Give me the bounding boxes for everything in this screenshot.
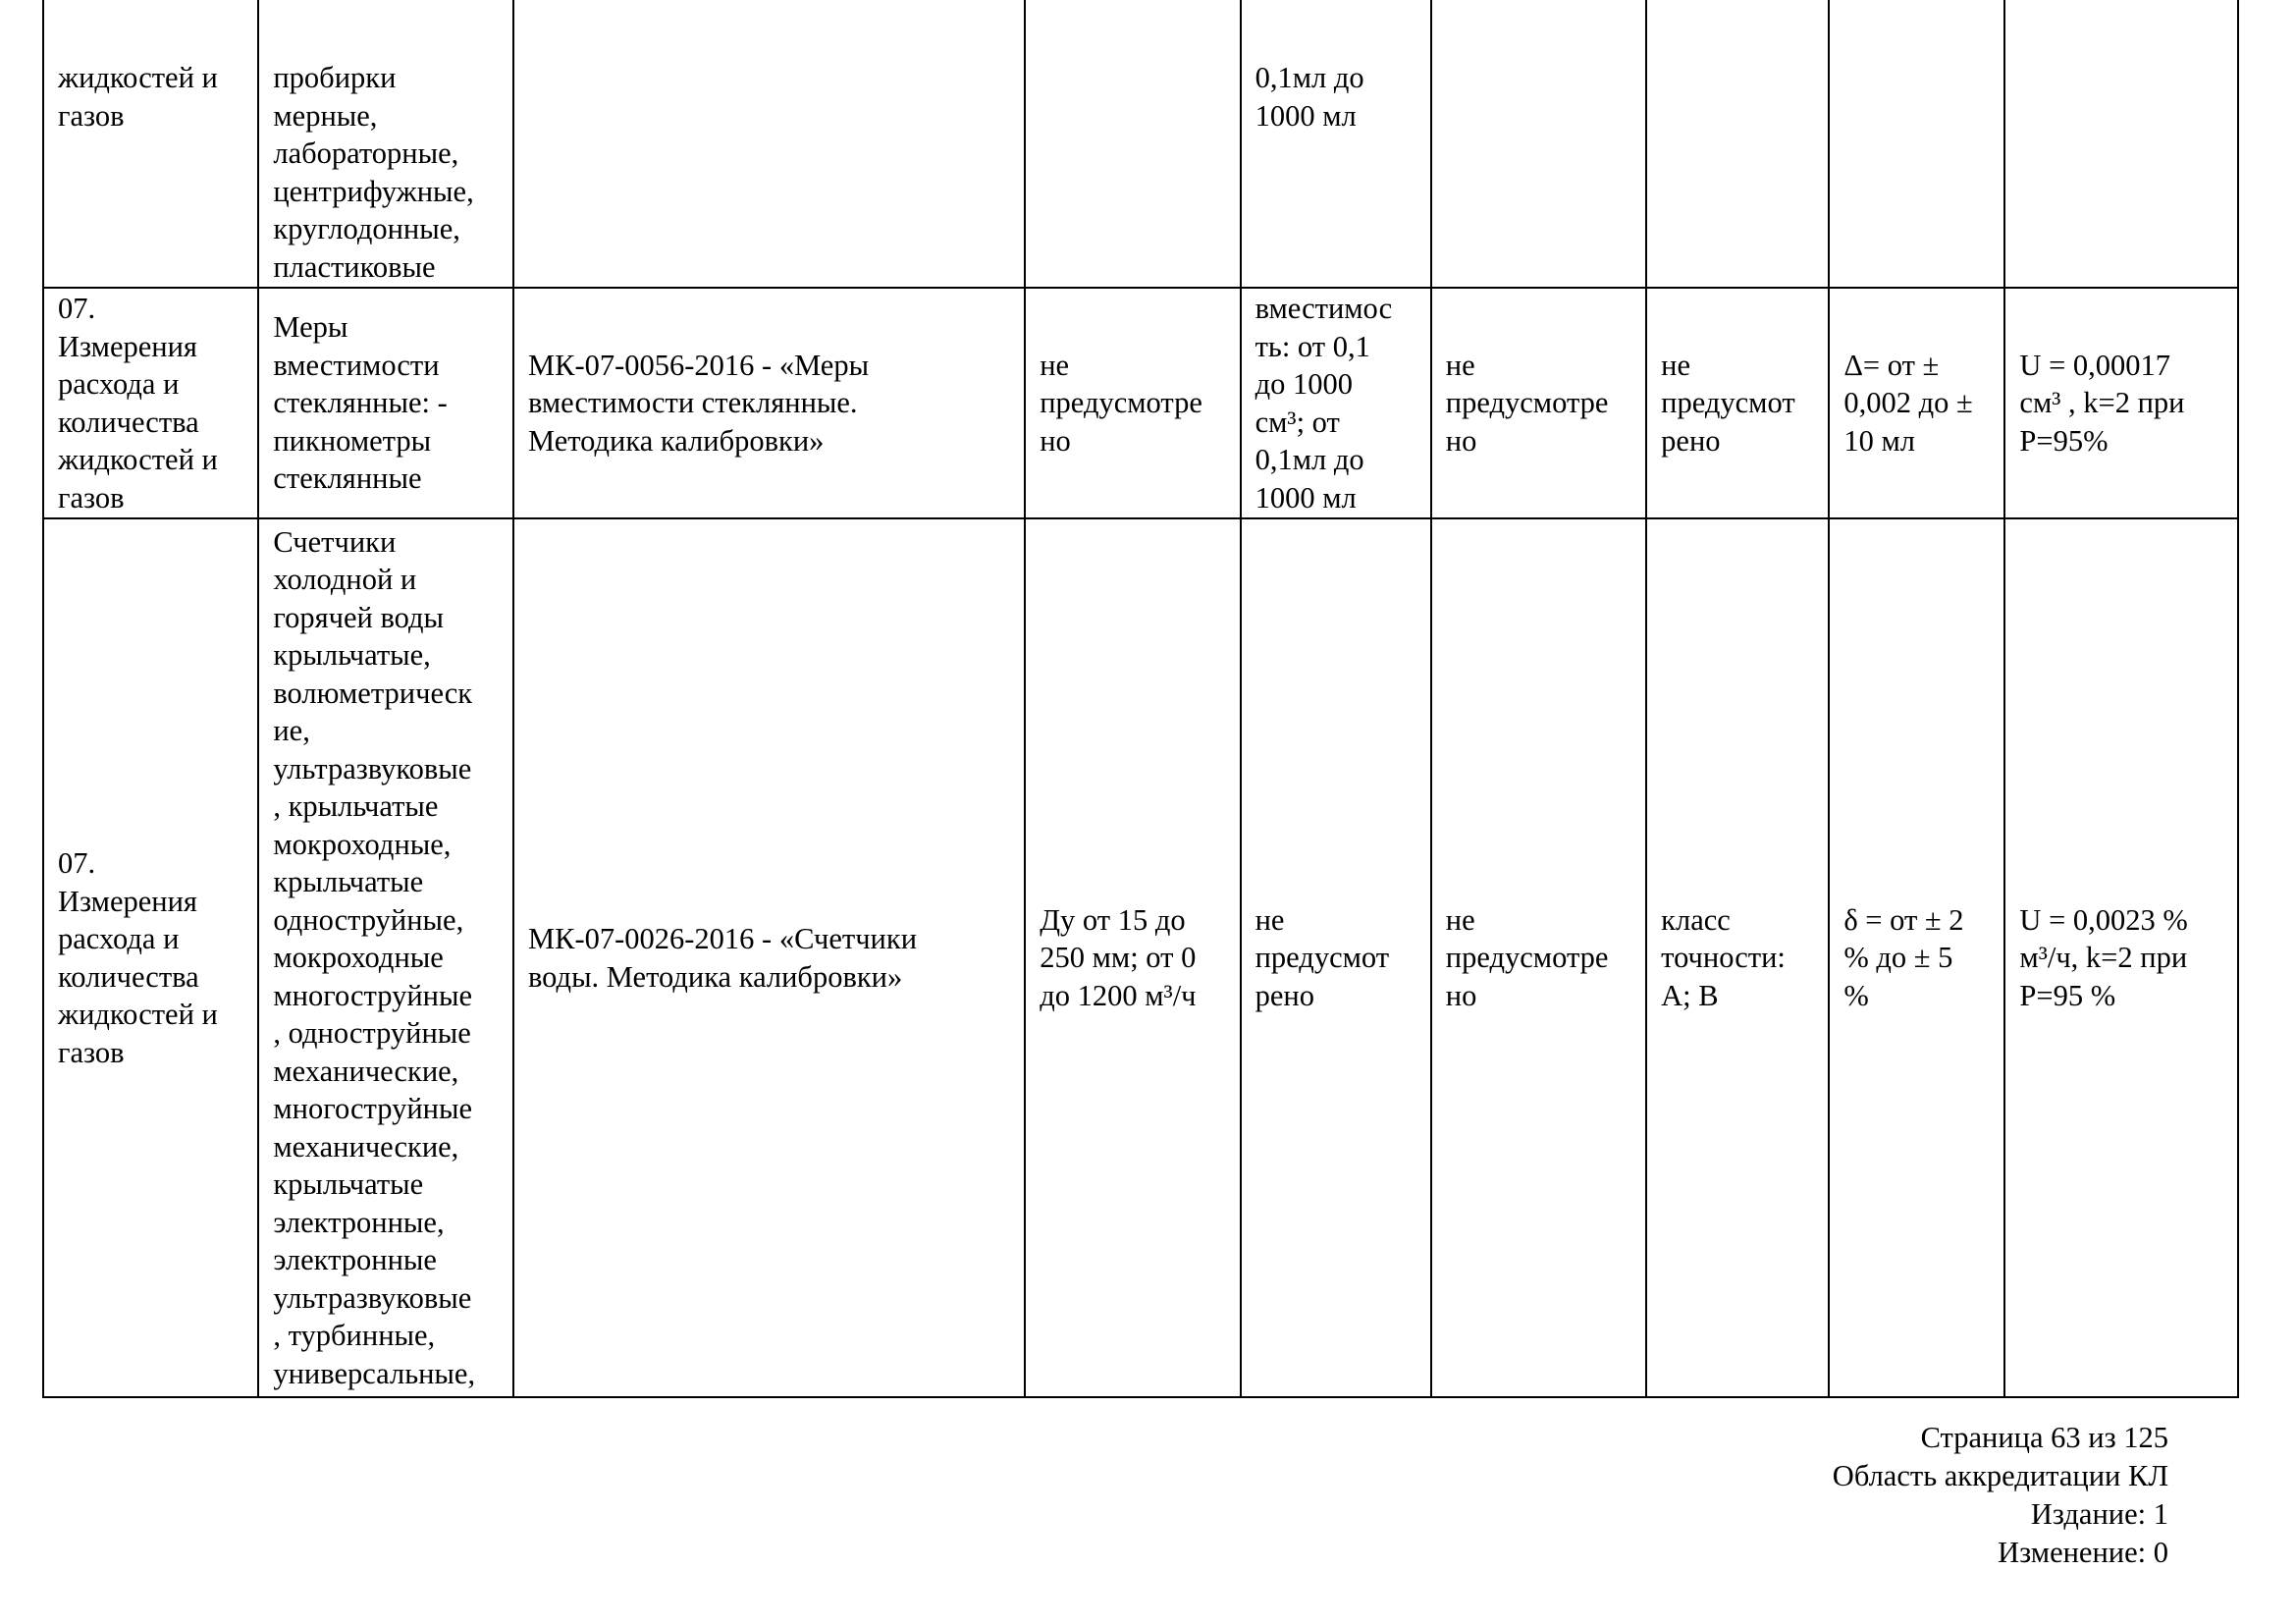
cell-text-line: %	[1843, 978, 1869, 1012]
cell-text-line: газов	[58, 98, 125, 133]
cell-text-line: 07.	[58, 846, 96, 880]
cell-text-line: воды. Методика калибровки»	[527, 959, 903, 994]
cell-text-line: Ду от 15 до	[1040, 902, 1186, 937]
cell-text-line: точности:	[1661, 941, 1786, 975]
table-cell	[513, 0, 1025, 288]
table-cell	[2004, 288, 2238, 518]
table-cell	[1025, 288, 1240, 518]
cell-text-line: стеклянные	[273, 461, 422, 496]
cell-text-line: % до ± 5	[1843, 941, 1953, 975]
cell-text-line: круглодонные,	[273, 212, 460, 245]
cell-text-line: Измерения	[58, 884, 197, 918]
cell-text-line: 1000 мл	[1255, 480, 1357, 514]
cell-text-line: многоструйные	[273, 1092, 473, 1126]
cell-text-line: многоструйные	[273, 978, 473, 1012]
cell-text-line: не	[1040, 348, 1070, 382]
table-cell	[1646, 518, 1829, 1397]
cell-text-line: количества	[58, 405, 199, 439]
cell-text-line: предусмот	[1255, 941, 1390, 975]
cell-text-line: пикнометры	[273, 423, 432, 458]
cell-text-line: P=95%	[2019, 423, 2109, 458]
cell-text-line: расхода и	[58, 922, 180, 955]
cell-text-line: 1000 мл	[1255, 98, 1357, 133]
table-cell	[258, 288, 513, 518]
table-cell	[258, 518, 513, 1397]
cell-text-line: см³ , k=2 при	[2019, 386, 2185, 420]
cell-text-line: расхода и	[58, 367, 180, 401]
cell-text-line: холодной и	[273, 563, 417, 597]
cell-text-line: газов	[58, 1035, 125, 1069]
cell-text-line: P=95 %	[2019, 978, 2116, 1012]
cell-text-line: одноструйные,	[273, 902, 464, 937]
cell-text-line: жидкостей и	[58, 61, 218, 94]
table-cell	[43, 0, 258, 288]
table-row	[43, 288, 2238, 518]
cell-text-line: ие,	[273, 714, 310, 748]
table-cell	[1431, 288, 1646, 518]
cell-text-line: центрифужные,	[273, 174, 474, 208]
cell-text-line: но	[1445, 423, 1477, 458]
cell-text-line: рено	[1255, 978, 1314, 1012]
cell-text-line: крыльчатые	[273, 865, 424, 899]
table-row	[43, 0, 2238, 288]
cell-text-line: вместимос	[1255, 292, 1393, 325]
table-cell	[1241, 0, 1431, 288]
cell-text-line: рено	[1661, 423, 1721, 458]
cell-text-line: предусмотре	[1445, 941, 1609, 975]
cell-text-line: ультразвуковые	[273, 751, 472, 785]
cell-text-line: см³; от	[1255, 405, 1340, 439]
page-number: Страница 63 из 125	[1920, 1421, 2168, 1454]
cell-text-line: лабораторные,	[273, 136, 459, 170]
cell-text-line: U = 0,0023 %	[2019, 902, 2188, 937]
cell-text-line: Δ= от ±	[1843, 348, 1940, 382]
cell-text-line: до 1200 м³/ч	[1040, 978, 1197, 1012]
cell-text-line: 0,1мл до	[1255, 443, 1364, 476]
cell-text-line: мокроходные	[273, 941, 444, 975]
cell-text-line: 0,1мл до	[1255, 61, 1364, 94]
cell-text-line: U = 0,00017	[2019, 348, 2171, 382]
cell-text-line: горячей воды	[273, 600, 445, 634]
cell-text-line: Измерения	[58, 329, 197, 363]
cell-text-line: волюметрическ	[273, 676, 473, 710]
cell-text-line: не	[1255, 902, 1285, 937]
cell-text-line: универсальные,	[273, 1356, 476, 1390]
table-cell	[513, 518, 1025, 1397]
cell-text-line: ультразвуковые	[273, 1280, 472, 1315]
table-cell	[1431, 0, 1646, 288]
cell-text-line: не	[1661, 348, 1691, 382]
cell-text-line: 0,002 до ±	[1843, 386, 1973, 420]
cell-text-line: предусмот	[1661, 386, 1795, 420]
cell-text-line: 250 мм; от 0	[1040, 941, 1197, 975]
cell-text-line: 07.	[58, 292, 96, 325]
cell-text-line: количества	[58, 959, 199, 994]
cell-text-line: электронные	[273, 1243, 437, 1277]
table-cell	[1829, 0, 2004, 288]
table-cell	[1241, 518, 1431, 1397]
accreditation-table	[42, 0, 2239, 1398]
table-cell	[1646, 0, 1829, 288]
table-cell	[258, 0, 513, 288]
edition-label: Издание: 1	[2030, 1497, 2168, 1531]
table-cell	[43, 288, 258, 518]
table-cell	[1025, 0, 1240, 288]
cell-text-line: м³/ч, k=2 при	[2019, 941, 2188, 975]
cell-text-line: не	[1445, 348, 1475, 382]
cell-text-line: Меры	[273, 310, 348, 345]
table-cell	[1025, 518, 1240, 1397]
cell-text-line: не	[1445, 902, 1475, 937]
cell-text-line: δ = от ± 2	[1843, 902, 1964, 937]
cell-text-line: крыльчатые	[273, 1167, 424, 1202]
cell-text-line: , крыльчатые	[273, 789, 439, 824]
cell-text-line: механические,	[273, 1054, 459, 1088]
cell-text-line: мерные,	[273, 98, 378, 133]
cell-text-line: жидкостей и	[58, 443, 218, 476]
cell-text-line: крыльчатые,	[273, 638, 431, 673]
cell-text-line: предусмотре	[1445, 386, 1609, 420]
cell-text-line: Счетчики	[273, 524, 397, 559]
cell-text-line: , одноструйные	[273, 1016, 471, 1051]
cell-text-line: вместимости стеклянные.	[527, 386, 858, 420]
cell-text-line: до 1000	[1255, 367, 1353, 401]
table-row	[43, 518, 2238, 1397]
cell-text-line: механические,	[273, 1129, 459, 1164]
table-cell	[1431, 518, 1646, 1397]
accreditation-scope-label: Область аккредитации КЛ	[1832, 1459, 2168, 1492]
cell-text-line: A; B	[1661, 978, 1719, 1012]
cell-text-line: , турбинные,	[273, 1319, 436, 1353]
table-cell	[1241, 288, 1431, 518]
page-footer	[1833, 1419, 2168, 1572]
cell-text-line: 10 мл	[1843, 423, 1915, 458]
cell-text-line: но	[1040, 423, 1071, 458]
cell-text-line: класс	[1661, 902, 1731, 937]
cell-text-line: газов	[58, 480, 125, 514]
cell-text-line: Методика калибровки»	[527, 423, 825, 458]
cell-text-line: предусмотре	[1040, 386, 1202, 420]
table-cell	[2004, 518, 2238, 1397]
cell-text-line: ть: от 0,1	[1255, 329, 1370, 363]
cell-text-line: стеклянные: -	[273, 386, 448, 420]
cell-text-line: но	[1445, 978, 1477, 1012]
cell-text-line: пробирки	[273, 61, 397, 94]
table-cell	[2004, 0, 2238, 288]
table-cell	[1829, 518, 2004, 1397]
table-cell	[1829, 288, 2004, 518]
table-cell	[1646, 288, 1829, 518]
table-cell	[513, 288, 1025, 518]
cell-text-line: вместимости	[273, 348, 440, 382]
cell-text-line: МК-07-0056-2016 - «Меры	[527, 348, 870, 382]
change-label: Изменение: 0	[1998, 1536, 2168, 1569]
cell-text-line: мокроходные,	[273, 827, 452, 861]
table-cell	[43, 518, 258, 1397]
cell-text-line: МК-07-0026-2016 - «Счетчики	[527, 922, 918, 955]
cell-text-line: электронные,	[273, 1205, 445, 1239]
cell-text-line: пластиковые	[273, 249, 436, 284]
cell-text-line: жидкостей и	[58, 998, 218, 1031]
